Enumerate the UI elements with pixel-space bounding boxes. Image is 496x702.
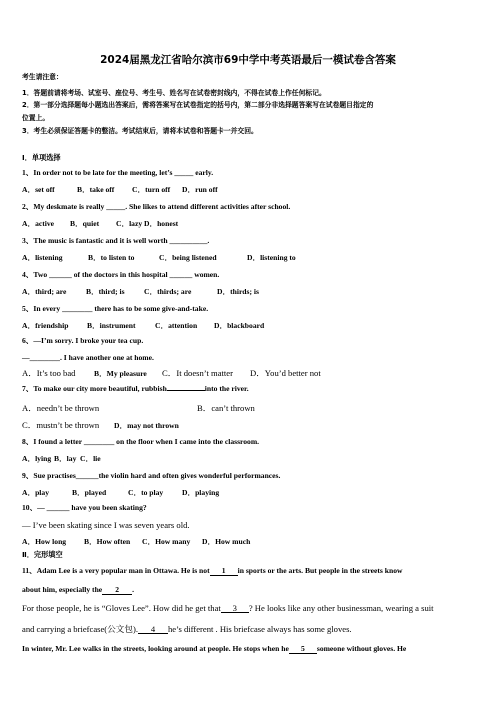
question-3-options [22, 253, 482, 263]
q6-option-d[interactable]: D．You’d better not [250, 368, 321, 378]
cloze-text: he’s different . His briefcase always has some gloves. [167, 624, 352, 634]
question-3-stem: 3、The music is fantastic and it is well worth __________. [22, 236, 210, 245]
cloze-text: In winter, Mr. Lee walks in the streets, looking around at people. He stops when he [22, 644, 289, 653]
q5-option-a[interactable]: A．friendship [22, 321, 69, 330]
q10-option-c[interactable]: C．How many [142, 537, 191, 546]
cloze-text: in sports or the arts. But people in the streets know [237, 566, 403, 575]
q4-option-b[interactable]: B．third; is [86, 287, 125, 296]
q7-blank [167, 390, 205, 391]
section-heading-cloze: Ⅱ．完形填空 [22, 550, 63, 559]
cloze-blank-4[interactable]: 4 [138, 625, 168, 634]
q6-option-a[interactable]: A．It’s too bad [22, 368, 76, 378]
cloze-text: about him, especially the [22, 585, 103, 594]
q2-option-a[interactable]: A．active [22, 219, 55, 228]
q8-option-c[interactable]: C．lie [80, 454, 101, 463]
cloze-line-2 [22, 585, 134, 595]
question-10-reply: — I’ve been skating since I was seven years old. [22, 520, 190, 530]
q4-option-c[interactable]: C．thirds; are [144, 287, 192, 296]
cloze-blank-1[interactable]: 1 [210, 567, 238, 576]
cloze-text: 11、Adam Lee is a very popular man in Ottawa. He is not [22, 566, 210, 575]
q5-option-b[interactable]: B．instrument [87, 321, 136, 330]
q7-option-a[interactable]: A．needn’t be thrown [22, 403, 100, 413]
question-5-options [22, 321, 482, 331]
cloze-text: . [132, 585, 135, 594]
q7-option-b[interactable]: B．can’t thrown [197, 403, 255, 413]
q8-option-b[interactable]: B．lay [54, 454, 77, 463]
q2-option-c[interactable]: C．lazy [116, 219, 143, 228]
q9-option-c[interactable]: C．to play [128, 488, 164, 497]
question-8-stem: 8、I found a letter ________ on the floor when I came into the classroom. [22, 437, 260, 446]
cloze-line-5 [22, 644, 406, 654]
question-10-stem: 10、— ______ have you been skating? [22, 503, 147, 512]
notice-item-3: 3．考生必须保证答题卡的整洁。考试结束后，请将本试卷和答题卡一并交回。 [22, 127, 258, 135]
question-4-stem: 4、Two ______ of the doctors in this hospital ______ women. [22, 270, 220, 279]
q5-option-c[interactable]: C．attention [155, 321, 198, 330]
q7-stem-text: 7、To make our city more beautiful, rubbish [22, 384, 167, 393]
q10-option-a[interactable]: A．How long [22, 537, 67, 546]
notice-item-2-cont: 位置上。 [22, 114, 50, 122]
q7-stem-tail: into the river. [204, 384, 249, 393]
cloze-line-3 [22, 603, 434, 613]
cloze-line-1 [22, 566, 403, 576]
question-4-options [22, 287, 482, 297]
q9-option-a[interactable]: A．play [22, 488, 50, 497]
question-6-options [22, 368, 482, 380]
cloze-text: For those people, he is “Gloves Lee”. How did he get that [22, 603, 221, 613]
question-9-stem: 9、Sue practises______the violin hard and often gives wonderful performances. [22, 471, 281, 480]
q7-option-c[interactable]: C．mustn’t be thrown [22, 420, 100, 430]
question-1-stem: 1、In order not to be late for the meeting, let’s _____ early. [22, 168, 214, 177]
q2-option-d[interactable]: D．honest [144, 219, 179, 228]
q3-option-a[interactable]: A．listening [22, 253, 63, 262]
section-heading-single-choice: Ⅰ．单项选择 [22, 153, 61, 162]
cloze-blank-5[interactable]: 5 [289, 645, 317, 654]
cloze-text: someone without gloves. He [316, 644, 407, 653]
q4-option-a[interactable]: A．third; are [22, 287, 67, 296]
q6-option-c[interactable]: C．It doesn’t matter [162, 368, 233, 378]
question-7-options-row1 [22, 403, 482, 415]
q9-option-b[interactable]: B．played [72, 488, 107, 497]
q3-option-c[interactable]: C．being listened [159, 253, 217, 262]
question-6-stem: 6、—I’m sorry. I broke your tea cup. [22, 336, 144, 345]
question-2-stem: 2、My deskmate is really _____. She likes to attend different activities after school. [22, 202, 291, 211]
notice-heading: 考生请注意： [22, 73, 63, 81]
question-1-options [22, 185, 482, 195]
q5-option-d[interactable]: D．blackboard [214, 321, 265, 330]
question-10-options [22, 537, 482, 547]
question-5-stem: 5、In every ________ there has to be some give-and-take. [22, 304, 209, 313]
page-title: 2024届黑龙江省哈尔滨市69中学中考英语最后一模试卷含答案 [100, 54, 396, 66]
question-8-options [22, 454, 482, 464]
q7-option-d[interactable]: D．may not thrown [114, 421, 179, 430]
cloze-blank-2[interactable]: 2 [102, 586, 132, 595]
q6-option-b[interactable]: B．My pleasure [94, 369, 147, 378]
question-2-options [22, 219, 482, 229]
q1-option-b[interactable]: B．take off [77, 185, 115, 194]
notice-item-1: 1．答题前请将考场、试室号、座位号、考生号、姓名写在试卷密封线内，不得在试卷上作任何标记。 [22, 89, 326, 97]
q1-option-d[interactable]: D．run off [182, 185, 218, 194]
cloze-text: ? He looks like any other businessman, wearing a suit [248, 603, 434, 613]
q1-option-a[interactable]: A．set off [22, 185, 55, 194]
cloze-line-4 [22, 624, 352, 634]
q10-option-b[interactable]: B．How often [84, 537, 131, 546]
question-7-options-row2 [22, 420, 482, 432]
q2-option-b[interactable]: B．quiet [70, 219, 100, 228]
q8-option-a[interactable]: A．lying [22, 454, 52, 463]
question-7-stem [22, 384, 249, 394]
question-9-options [22, 488, 482, 498]
cloze-blank-3[interactable]: 3 [221, 604, 249, 613]
q9-option-d[interactable]: D．playing [182, 488, 220, 497]
cloze-text: and carrying a briefcase(公文包). [22, 624, 138, 634]
q4-option-d[interactable]: D．thirds; is [217, 287, 259, 296]
q3-option-d[interactable]: D．listening to [247, 253, 296, 262]
question-6-reply: —________. I have another one at home. [22, 353, 154, 362]
q3-option-b[interactable]: B．to listen to [88, 253, 135, 262]
notice-item-2: 2．第一部分选择题每小题选出答案后，需将答案写在试卷指定的括号内，第二部分非选择题答案写在试卷题目指定的 [22, 101, 374, 109]
q10-option-d[interactable]: D．How much [202, 537, 251, 546]
q1-option-c[interactable]: C．turn off [132, 185, 171, 194]
